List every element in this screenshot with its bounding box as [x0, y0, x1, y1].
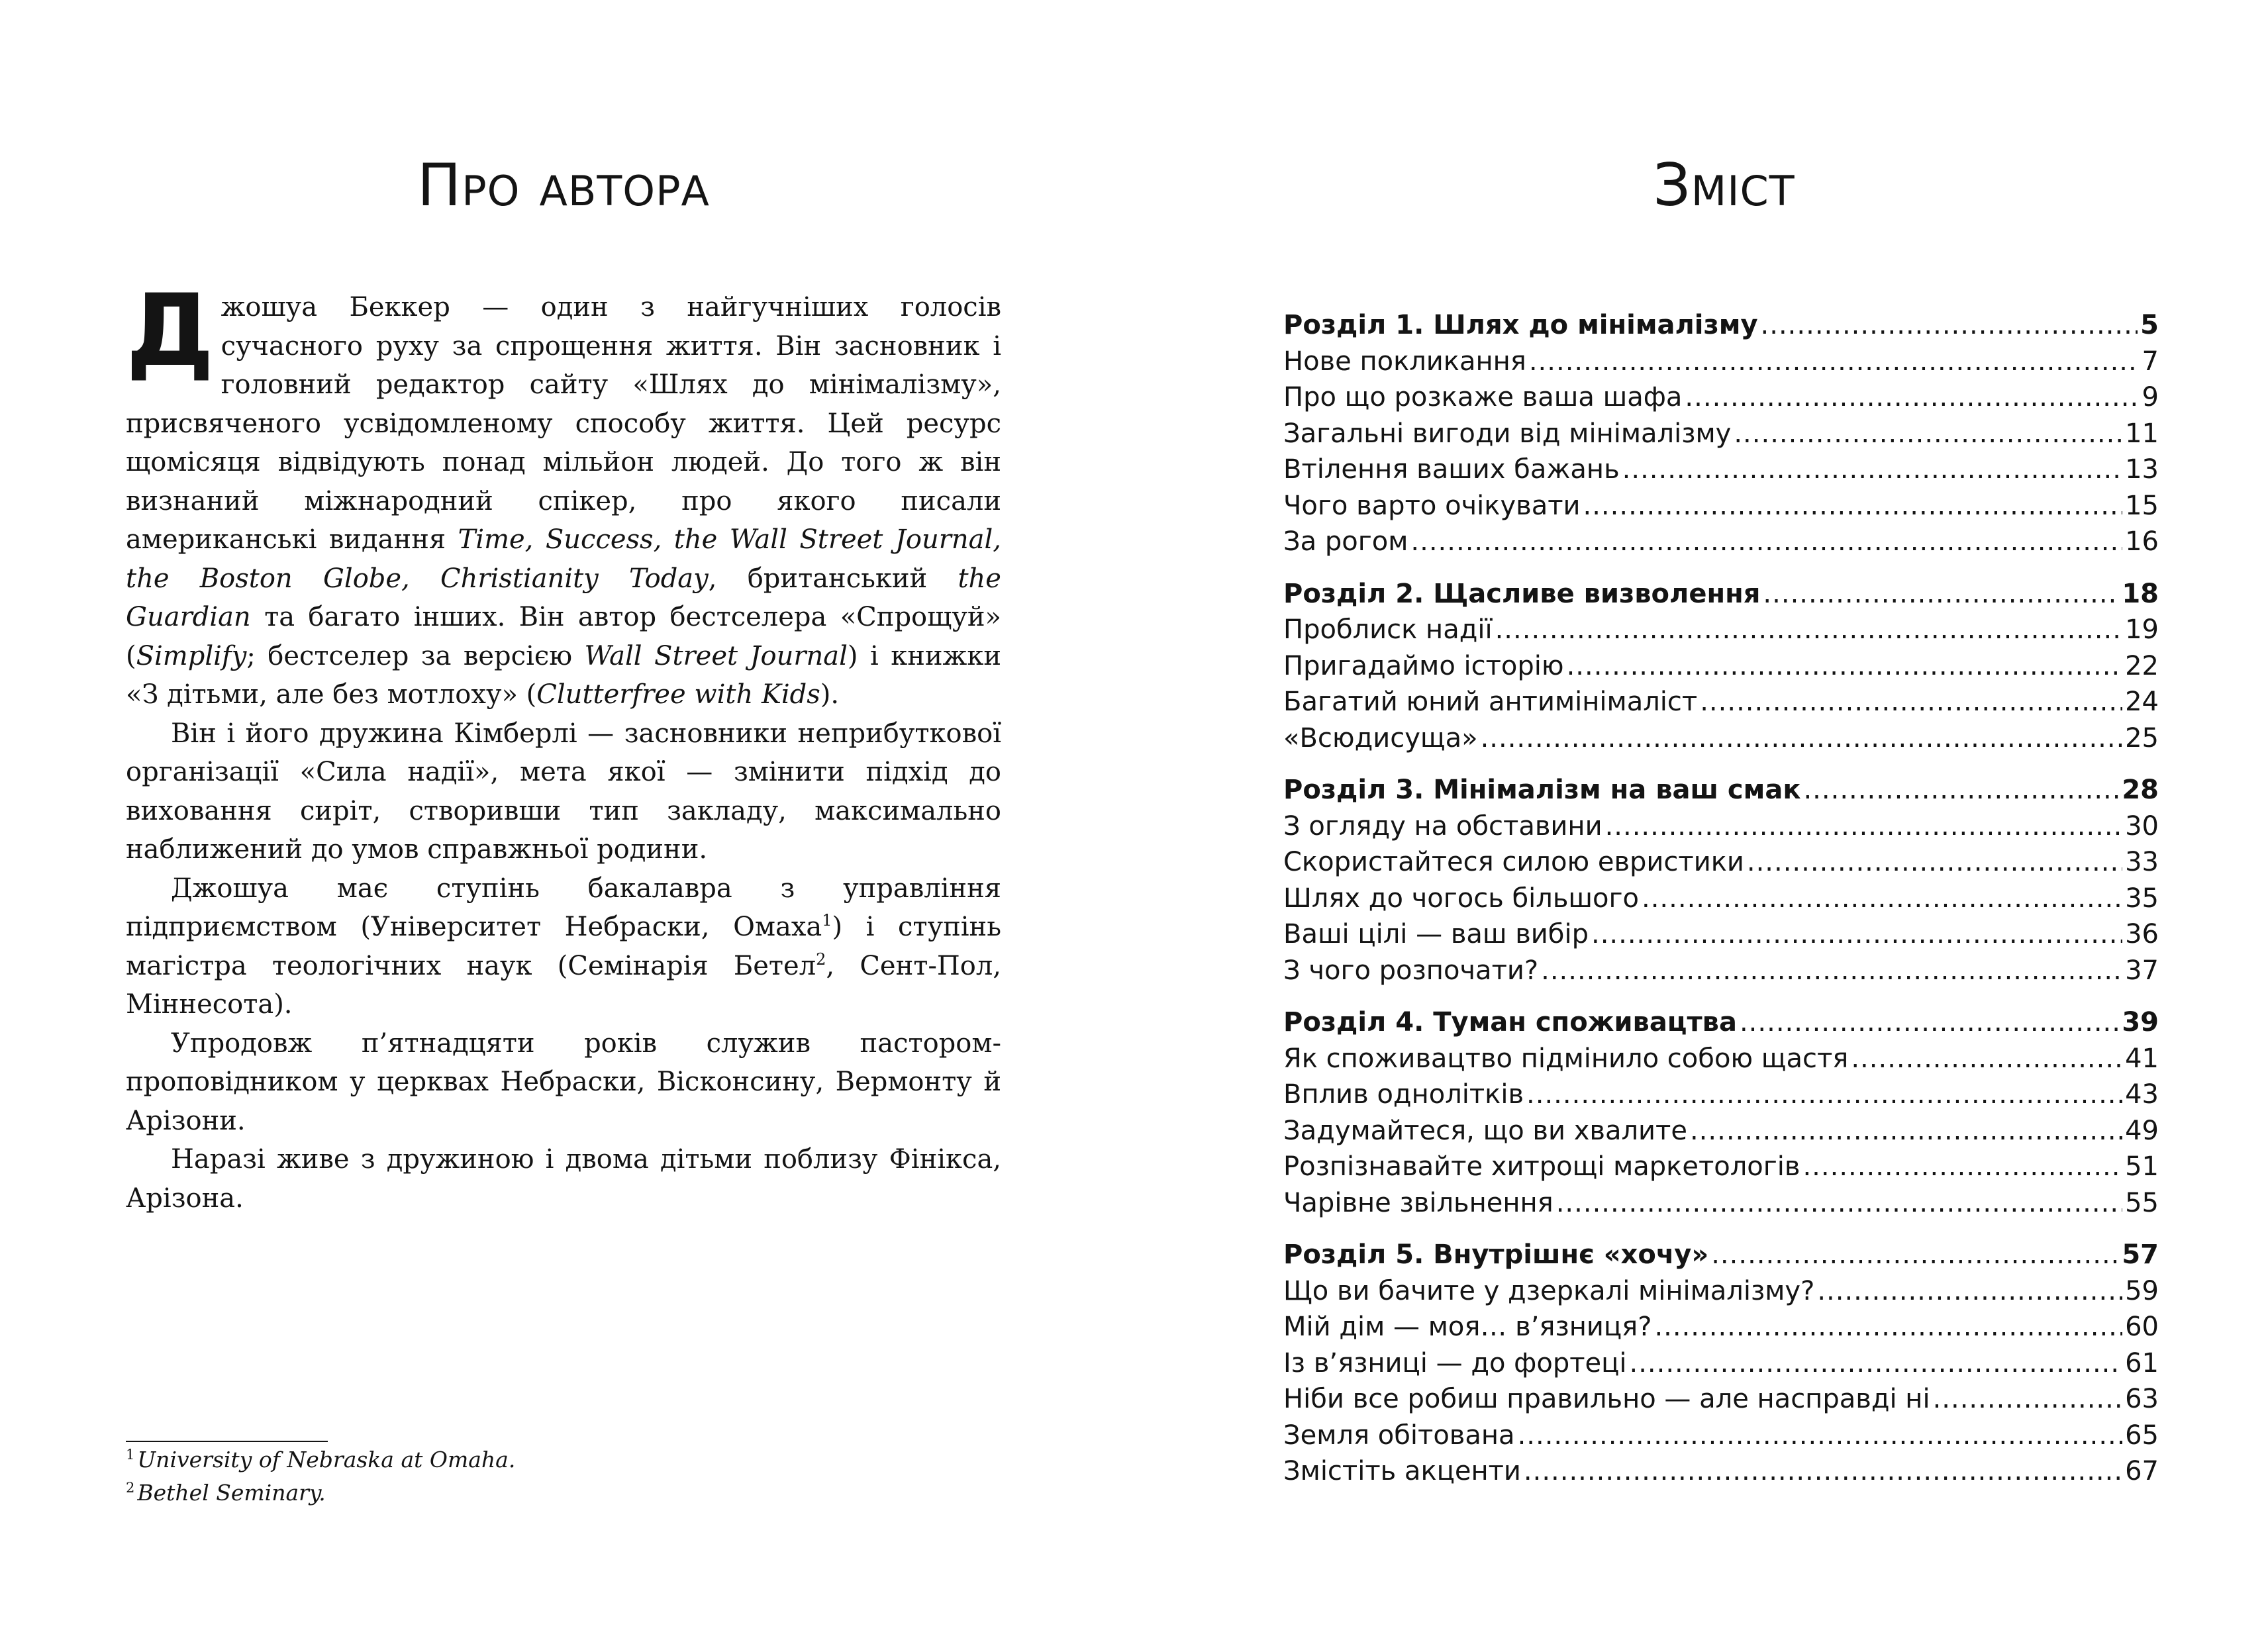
toc-page-number: 25 — [2125, 722, 2159, 753]
footnote-text: University of Nebraska at Omaha. — [137, 1447, 516, 1473]
toc-page-number: 57 — [2122, 1239, 2159, 1270]
bio-text-italic: Wall Street Journal — [584, 640, 848, 671]
toc-entry — [1283, 1453, 2159, 1490]
toc-page-number: 63 — [2125, 1384, 2159, 1414]
toc-page-number: 5 — [2140, 310, 2159, 340]
toc-entry — [1283, 844, 2159, 881]
toc-entry-title: Шлях до чогось більшого — [1283, 883, 1639, 914]
toc-entry — [1283, 720, 2159, 757]
toc-entry — [1283, 1345, 2159, 1382]
toc-entry-title: «Всюдисуща» — [1283, 722, 1478, 753]
toc-entry — [1283, 452, 2159, 488]
toc-entry-title: Нове покликання — [1283, 346, 1526, 377]
footnote-ref: 2 — [816, 949, 826, 969]
bio-text: , Сент-Пол, Міннесота). — [126, 950, 1001, 1020]
toc-entry-title: Задумайтеся, що ви хвалите — [1283, 1115, 1687, 1146]
toc-page-number: 51 — [2125, 1151, 2159, 1182]
toc-dot-leader — [1700, 684, 2122, 720]
toc-dot-leader — [1529, 344, 2140, 380]
toc-entry — [1283, 953, 2159, 989]
toc-page-number: 61 — [2125, 1347, 2159, 1378]
toc-entry-title: За рогом — [1283, 526, 1408, 557]
toc-entry-title: Земля обітована — [1283, 1420, 1515, 1451]
toc-chapter — [1283, 1237, 2159, 1490]
toc-entry-title: Ніби все робиш правильно — але насправді ні — [1283, 1384, 1930, 1414]
toc-chapter-heading — [1283, 576, 2159, 612]
toc-page-number: 55 — [2125, 1187, 2159, 1218]
toc-entry-title: Втілення ваших бажань — [1283, 454, 1620, 485]
toc-dot-leader — [1933, 1381, 2123, 1418]
bio-text: та багато інших. Він автор бестселера «Спрощуй» ( — [126, 602, 1001, 671]
toc-page-number: 33 — [2125, 847, 2159, 877]
bio-text: Джошуа має ступінь бакалавра з управління підприємством (Університет Небраски, Омаха — [126, 873, 1001, 942]
toc-entry — [1283, 524, 2159, 560]
toc-dot-leader — [1763, 576, 2119, 612]
footnote-divider — [126, 1441, 328, 1442]
toc-entry-title: Розділ 3. Мінімалізм на ваш смак — [1283, 775, 1801, 805]
toc-dot-leader — [1410, 524, 2122, 560]
toc-page-number: 37 — [2125, 955, 2159, 986]
toc-entry — [1283, 416, 2159, 452]
bio-paragraph: Упродовж п’ятнадцяти років служив пастором-проповідником у церквах Небраски, Вісконсину, Вермонту й Арізони. — [126, 1028, 1001, 1136]
toc-entry-title: Проблиск надії — [1283, 614, 1493, 645]
toc-dot-leader — [1690, 1113, 2122, 1149]
toc-dot-leader — [1524, 1453, 2122, 1490]
toc-entry-title: З чого розпочати? — [1283, 955, 1539, 986]
about-author-title: Про автора — [417, 151, 710, 219]
toc-entry-title: Змістіть акценти — [1283, 1456, 1521, 1486]
toc-entry — [1283, 881, 2159, 917]
footnote-text: Bethel Seminary. — [137, 1480, 326, 1506]
toc-entry-title: Із в’язниці — до фортеці — [1283, 1347, 1627, 1378]
toc-dot-leader — [1734, 416, 2122, 452]
toc-page-number: 39 — [2122, 1007, 2159, 1038]
toc-page-number: 11 — [2125, 418, 2159, 449]
toc-page-number: 19 — [2125, 614, 2159, 645]
toc-dot-leader — [1761, 307, 2138, 344]
toc-dot-leader — [1518, 1418, 2123, 1454]
toc-entry-title: Мій дім — моя… в’язниця? — [1283, 1312, 1652, 1342]
toc-page-number: 30 — [2125, 810, 2159, 842]
toc-chapter — [1283, 307, 2159, 560]
toc-page-number: 67 — [2125, 1456, 2159, 1486]
toc-page-number: 18 — [2122, 578, 2159, 609]
toc-chapter — [1283, 772, 2159, 989]
toc-entry — [1283, 1185, 2159, 1222]
toc-chapter — [1283, 1004, 2159, 1221]
toc-page-number: 41 — [2125, 1043, 2159, 1074]
toc-entry-title: Про що розкаже ваша шафа — [1283, 382, 1683, 412]
toc-entry — [1283, 1309, 2159, 1345]
toc-dot-leader — [1803, 772, 2119, 808]
toc-dot-leader — [1802, 1149, 2122, 1185]
toc-chapter — [1283, 576, 2159, 757]
toc-chapter-heading — [1283, 1004, 2159, 1041]
toc-entry — [1283, 1041, 2159, 1077]
toc-page-number: 59 — [2125, 1275, 2159, 1306]
toc-entry — [1283, 1077, 2159, 1113]
toc-page-number: 13 — [2125, 454, 2159, 485]
toc-dot-leader — [1605, 808, 2123, 845]
toc-page-number: 49 — [2125, 1115, 2159, 1146]
bio-paragraph: Наразі живе з дружиною і двома дітьми поблизу Фінікса, Арізона. — [126, 1144, 1001, 1214]
drop-cap: Д — [126, 273, 215, 389]
toc-dot-leader — [1685, 379, 2139, 416]
toc-page-number: 28 — [2122, 775, 2159, 805]
toc-dot-leader — [1851, 1041, 2122, 1077]
bio-text: ) і книжки «З дітьми, але без мотлоху» ( — [126, 640, 1001, 710]
toc-entry-title: Багатий юний антимінімаліст — [1283, 687, 1698, 717]
toc-dot-leader — [1747, 844, 2122, 881]
toc-page-number: 22 — [2125, 650, 2159, 681]
toc-entry — [1283, 916, 2159, 953]
toc-entry-title: Загальні вигоди від мінімалізму — [1283, 418, 1732, 449]
bio-text-italic: Time, Success, the Wall Street Journal, the Boston Globe, Christianity Today — [126, 524, 1001, 594]
toc-dot-leader — [1591, 916, 2122, 953]
toc-dot-leader — [1622, 452, 2122, 488]
bio-text: ; бестселер за версією — [246, 640, 585, 671]
toc-entry-title: Що ви бачите у дзеркалі мінімалізму? — [1283, 1275, 1815, 1306]
toc-page-number: 65 — [2125, 1420, 2159, 1451]
toc-entry — [1283, 488, 2159, 524]
toc-dot-leader — [1817, 1273, 2122, 1310]
toc-page-number: 24 — [2125, 687, 2159, 717]
contents-title: Зміст — [1653, 151, 1795, 219]
toc-entry-title: Пригадаймо історію — [1283, 650, 1564, 681]
bio-text-italic: the Guardian — [126, 563, 1001, 632]
toc-entry — [1283, 1418, 2159, 1454]
toc-dot-leader — [1526, 1077, 2122, 1113]
toc-entry — [1283, 612, 2159, 648]
toc-dot-leader — [1740, 1004, 2119, 1041]
toc-entry-title: Розділ 2. Щасливе визволення — [1283, 578, 1761, 609]
toc-page-number: 15 — [2125, 490, 2159, 521]
bio-text-italic: Clutterfree with Kids — [536, 679, 820, 710]
toc-dot-leader — [1711, 1237, 2119, 1273]
bio-text: ). — [820, 679, 840, 710]
toc-entry — [1283, 648, 2159, 685]
footnote — [126, 1476, 788, 1510]
footnote-ref: 1 — [822, 911, 832, 930]
toc-entry-title: Як споживацтво підмінило собою щастя — [1283, 1043, 1849, 1074]
toc-dot-leader — [1556, 1185, 2122, 1222]
toc-dot-leader — [1567, 648, 2123, 685]
toc-page-number: 60 — [2125, 1312, 2159, 1342]
toc-entry-title: Вплив однолітків — [1283, 1079, 1524, 1110]
bio-text: жошуа Беккер — один з найгучніших голосів сучасного руху за спрощення життя. Він засновник і головний редактор сайту «Шлях до мінімалізму», присвяченого усвідомленому способу життя. Цей ресурс щомісяця відвідують понад мільйон людей. До того ж він визнаний міжнародний спікер, про якого писали американські видання — [126, 292, 1001, 555]
footnote-number: 1 — [126, 1447, 135, 1463]
toc-entry-title: Ваші цілі — ваш вибір — [1283, 919, 1589, 949]
bio-text-italic: Simplify — [136, 640, 247, 671]
toc-entry — [1283, 379, 2159, 416]
toc-chapter-heading — [1283, 307, 2159, 344]
toc-entry-title: Розділ 4. Туман споживацтва — [1283, 1007, 1737, 1038]
toc-entry-title: Скористайтеся силою евристики — [1283, 847, 1744, 877]
toc-chapter-heading — [1283, 1237, 2159, 1273]
bio-paragraph — [126, 273, 1001, 714]
toc-entry — [1283, 1113, 2159, 1149]
toc-entry-title: Розпізнавайте хитрощі маркетологів — [1283, 1151, 1800, 1182]
footnotes — [126, 1443, 788, 1510]
bio-text: ) і ступінь магістра теологічних наук (Семінарія Бетел — [126, 912, 1001, 981]
toc-entry — [1283, 808, 2159, 845]
toc-dot-leader — [1481, 720, 2123, 757]
bio-paragraph — [126, 869, 1001, 1024]
bio-text: , британський — [708, 563, 958, 594]
toc-entry-title: Розділ 1. Шлях до мінімалізму — [1283, 310, 1758, 340]
toc-dot-leader — [1642, 881, 2122, 917]
toc-entry — [1283, 1149, 2159, 1185]
toc-page-number: 35 — [2125, 883, 2159, 914]
author-bio — [126, 273, 1001, 1218]
bio-paragraph: Він і його дружина Кімберлі — засновники неприбуткової організації «Сила надії», мета якої — змінити підхід до виховання сиріт, створивши тип закладу, максимально наближений до умов справжньої родини. — [126, 718, 1001, 865]
toc-page-number: 16 — [2125, 526, 2159, 557]
toc-dot-leader — [1583, 488, 2123, 524]
toc-entry — [1283, 684, 2159, 720]
toc-dot-leader — [1495, 612, 2123, 648]
toc-entry-title: Чого варто очікувати — [1283, 490, 1581, 521]
toc-entry — [1283, 344, 2159, 380]
toc-entry — [1283, 1273, 2159, 1310]
table-of-contents — [1283, 307, 2159, 1506]
toc-chapter-heading — [1283, 772, 2159, 808]
toc-entry-title: З огляду на обставини — [1283, 810, 1602, 842]
footnote — [126, 1443, 788, 1476]
toc-dot-leader — [1654, 1309, 2122, 1345]
footnote-number: 2 — [126, 1480, 135, 1496]
toc-dot-leader — [1541, 953, 2122, 989]
toc-entry — [1283, 1381, 2159, 1418]
toc-entry-title: Чарівне звільнення — [1283, 1187, 1553, 1218]
toc-page-number: 43 — [2125, 1079, 2159, 1110]
toc-entry-title: Розділ 5. Внутрішнє «хочу» — [1283, 1239, 1709, 1270]
toc-dot-leader — [1629, 1345, 2122, 1382]
toc-page-number: 36 — [2125, 919, 2159, 949]
toc-page-number: 9 — [2142, 382, 2159, 412]
toc-page-number: 7 — [2142, 346, 2159, 377]
